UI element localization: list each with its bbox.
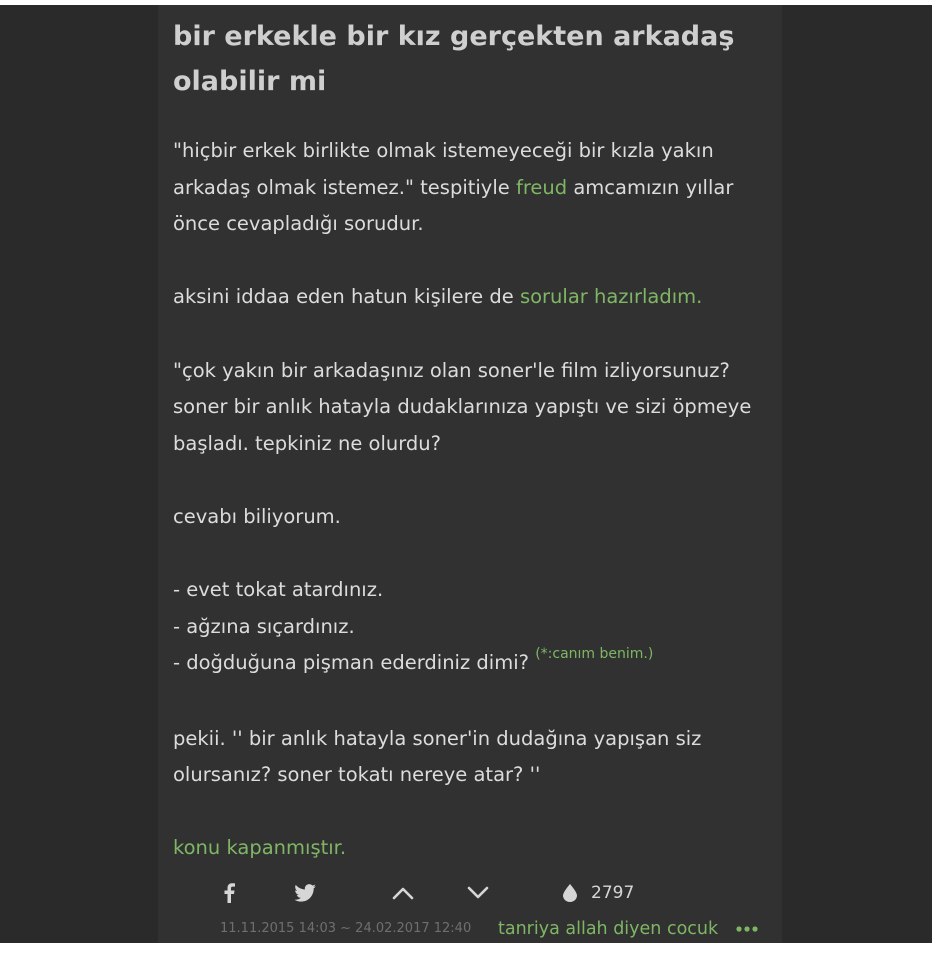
paragraph-1-text-a: "hiçbir erkek birlikte olmak istemeyeceği bir kızla yakın arkadaş olmak istemez." tespitiyle	[173, 139, 714, 199]
facebook-icon	[222, 883, 236, 903]
downvote-button[interactable]	[463, 873, 493, 913]
paragraph-7	[173, 830, 773, 867]
paragraph-2-text: aksini iddaa eden hatun kişilere de	[173, 285, 520, 309]
list-item: - doğduğuna pişman ederdiniz dimi?	[173, 651, 529, 675]
app-frame	[0, 5, 932, 943]
twitter-icon	[294, 884, 316, 902]
author-link[interactable]: tanriya allah diyen cocuk	[498, 919, 719, 939]
konu-kapanmistir-link[interactable]: konu kapanmıştır.	[173, 836, 347, 860]
vote-count: 2797	[591, 883, 635, 903]
entry-panel	[158, 5, 782, 943]
more-icon	[736, 926, 758, 932]
twitter-share-button[interactable]	[290, 873, 320, 913]
list-item: - ağzına sıçardınız.	[173, 614, 355, 638]
reaction-list	[173, 572, 773, 684]
more-options-button[interactable]	[736, 915, 758, 943]
upvote-button[interactable]	[388, 873, 418, 913]
vote-drop-button[interactable]	[558, 873, 582, 913]
paragraph-6: pekii. '' bir anlık hatayla soner'in dudağına yapışan siz olursanız? soner tokatı nereye atar? ''	[173, 726, 702, 787]
paragraph-1-text-b: amcamızın yıllar önce cevapladığı sorudur.	[173, 175, 734, 236]
entry-footer	[158, 915, 782, 943]
freud-link[interactable]: freud	[515, 175, 568, 199]
facebook-share-button[interactable]	[216, 873, 242, 913]
paragraph-1	[173, 133, 773, 243]
upvote-icon	[392, 886, 414, 900]
paragraph-2	[173, 279, 773, 316]
entry-body	[173, 133, 773, 867]
list-item: - evet tokat atardınız.	[173, 578, 384, 602]
footnote-link[interactable]: (*:canım benim.)	[535, 646, 654, 663]
entry-date[interactable]: 11.11.2015 14:03 ~ 24.02.2017 12:40	[220, 921, 472, 936]
downvote-icon	[467, 886, 489, 900]
paragraph-4: cevabı biliyorum.	[173, 504, 341, 528]
entry-title[interactable]: bir erkekle bir kız gerçekten arkadaş olabilir mi	[173, 21, 735, 97]
paragraph-3: "çok yakın bir arkadaşınız olan soner'le film izliyorsunuz? soner bir anlık hatayla dudaklarınıza yapıştı ve sizi öpmeye başladı. tepkiniz ne olurdu?	[173, 358, 752, 455]
drop-icon	[563, 884, 577, 902]
entry-actions	[158, 873, 782, 913]
sorular-link[interactable]: sorular hazırladım.	[519, 285, 703, 309]
